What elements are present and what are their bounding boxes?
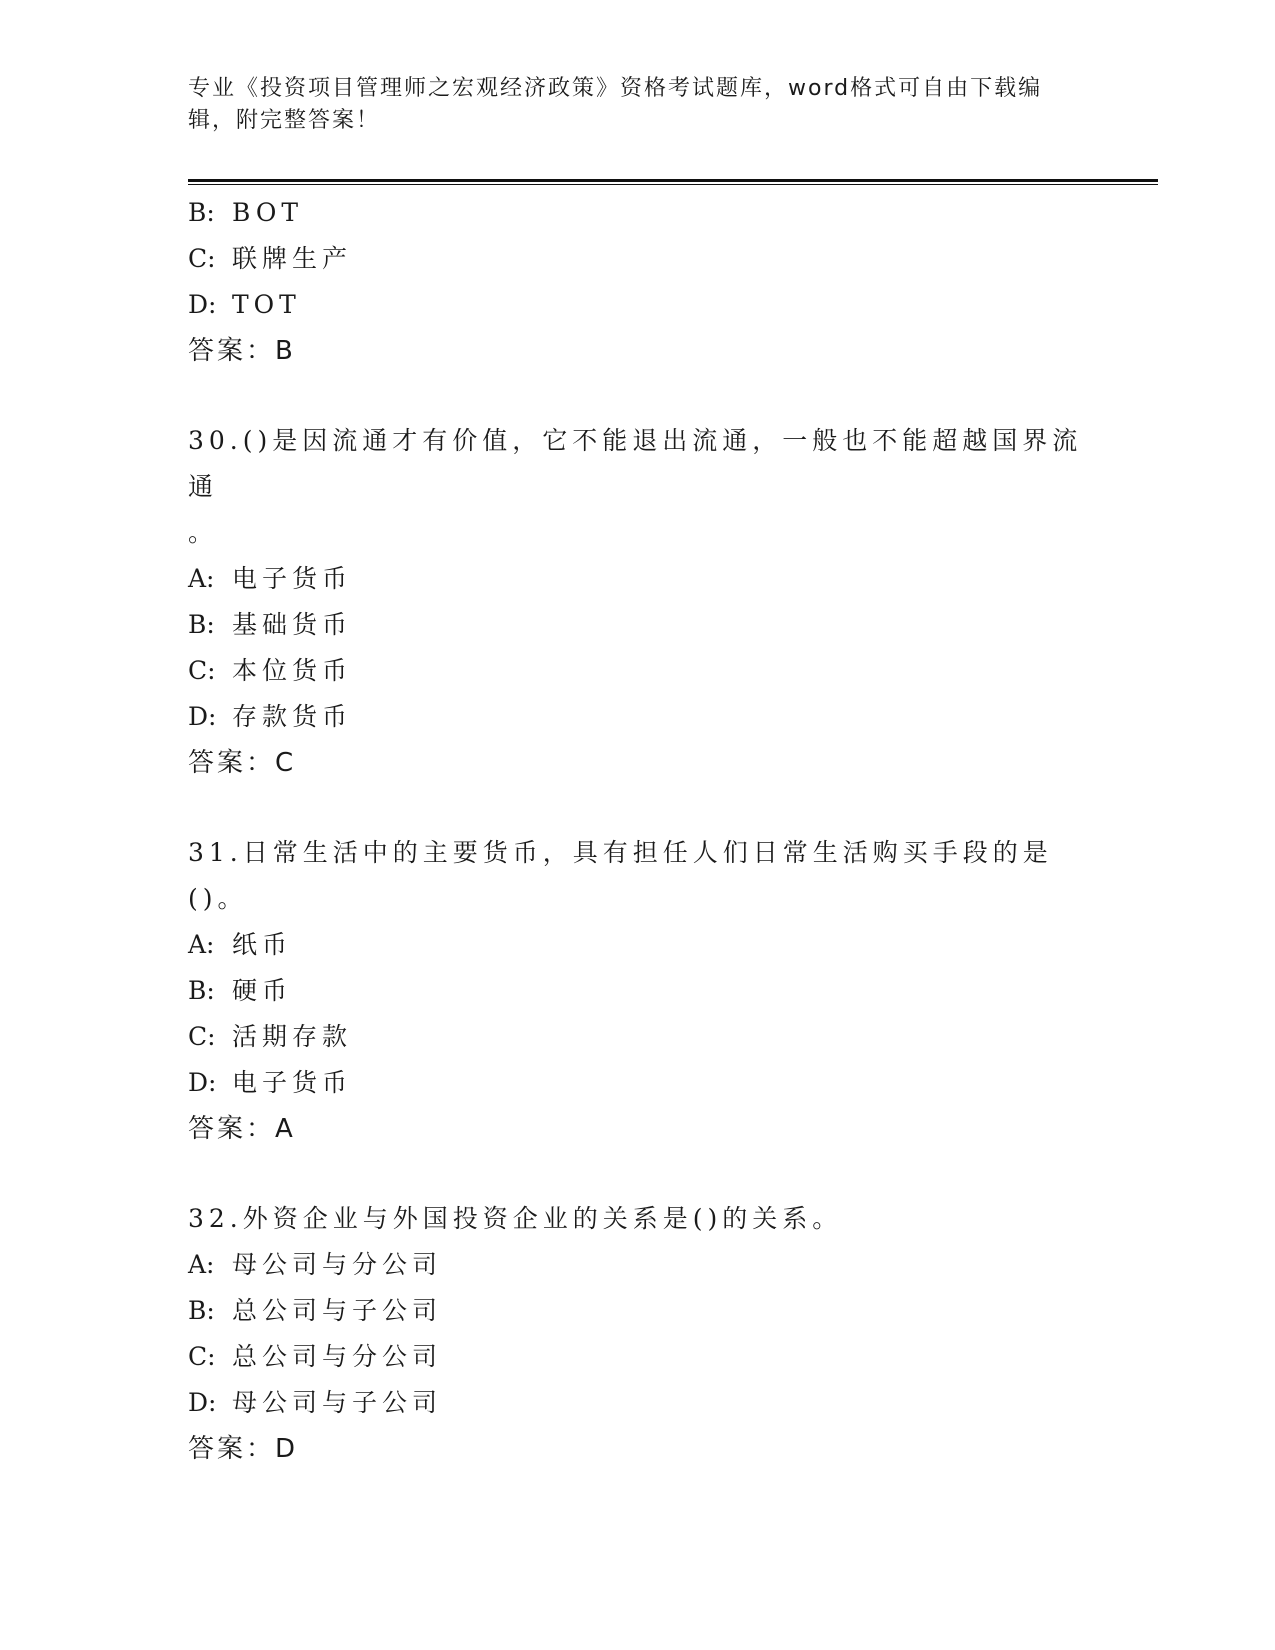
option-label: A:	[188, 930, 215, 959]
option-text: 母公司与分公司	[232, 1250, 443, 1279]
option-label: D:	[188, 1068, 217, 1097]
option-b	[188, 968, 1088, 1014]
option-label: D:	[188, 702, 217, 731]
question-stem-continued: 。	[188, 518, 219, 547]
option-d	[188, 1380, 1088, 1426]
option-label: B:	[188, 610, 215, 639]
header-line-1: 专业《投资项目管理师之宏观经济政策》资格考试题库，word格式可自由下载编	[188, 76, 1043, 101]
option-a	[188, 1242, 1088, 1288]
question-stem: 31.日常生活中的主要货币，具有担任人们日常生活购买手段的是()。	[188, 838, 1053, 913]
option-label: C:	[188, 656, 216, 685]
option-label: D:	[188, 290, 217, 319]
option-text: 存款货币	[232, 702, 353, 731]
option-a	[188, 556, 1088, 602]
question-stem: 32.外资企业与外国投资企业的关系是()的关系。	[188, 1204, 843, 1233]
question-29-continued	[188, 190, 1088, 374]
answer-line: 答案：B	[188, 336, 296, 366]
option-text: 母公司与子公司	[232, 1388, 443, 1417]
answer-line: 答案：A	[188, 1114, 296, 1144]
option-c	[188, 1014, 1088, 1060]
document-body	[188, 190, 1088, 1472]
option-text: 硬币	[232, 976, 293, 1005]
option-c	[188, 1334, 1088, 1380]
option-c	[188, 648, 1088, 694]
option-label: B:	[188, 198, 215, 227]
option-label: D:	[188, 1388, 217, 1417]
header-line-2: 辑，附完整答案！	[188, 108, 381, 133]
option-label: A:	[188, 1250, 215, 1279]
option-d	[188, 282, 1088, 328]
option-d	[188, 694, 1088, 740]
option-label: A:	[188, 564, 215, 593]
option-text: 联牌生产	[232, 244, 353, 273]
answer-line: 答案：C	[188, 748, 297, 778]
header-rule-thin	[188, 184, 1158, 185]
option-label: B:	[188, 1296, 215, 1325]
question-32	[188, 1196, 1088, 1472]
option-label: B:	[188, 976, 215, 1005]
option-text: 活期存款	[232, 1022, 353, 1051]
option-b	[188, 602, 1088, 648]
question-31	[188, 830, 1088, 1152]
option-text: 总公司与分公司	[232, 1342, 443, 1371]
page-header	[188, 73, 1088, 137]
option-text: 纸币	[232, 930, 293, 959]
option-c	[188, 236, 1088, 282]
header-rule-thick	[188, 179, 1158, 182]
option-d	[188, 1060, 1088, 1106]
question-stem: 30.()是因流通才有价值，它不能退出流通，一般也不能超越国界流通	[188, 426, 1083, 501]
option-text: 电子货币	[232, 1068, 353, 1097]
option-text: 总公司与子公司	[232, 1296, 443, 1325]
option-label: C:	[188, 1022, 216, 1051]
option-b	[188, 190, 1088, 236]
option-text: 电子货币	[232, 564, 353, 593]
option-b	[188, 1288, 1088, 1334]
option-text: 本位货币	[232, 656, 353, 685]
option-text: TOT	[232, 290, 301, 319]
option-label: C:	[188, 1342, 216, 1371]
question-30	[188, 418, 1088, 786]
option-label: C:	[188, 244, 216, 273]
answer-line: 答案：D	[188, 1434, 299, 1464]
option-text: BOT	[232, 198, 304, 227]
option-text: 基础货币	[232, 610, 353, 639]
option-a	[188, 922, 1088, 968]
